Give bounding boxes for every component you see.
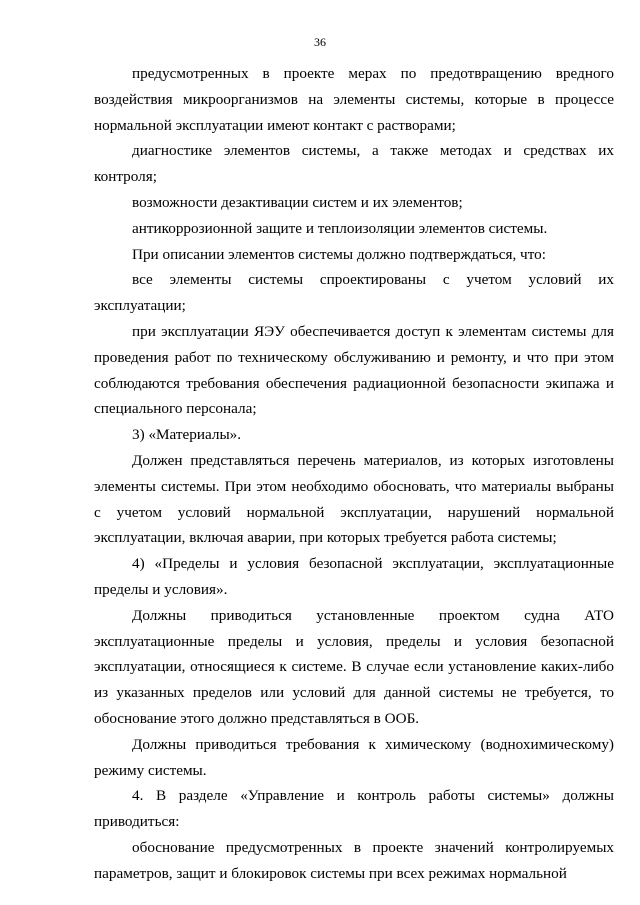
document-body bbox=[94, 61, 614, 887]
page-number: 36 bbox=[314, 35, 326, 49]
paragraph: 4. В разделе «Управление и контроль работы системы» должны приводиться: bbox=[94, 787, 614, 831]
paragraph: диагностике элементов системы, а также методах и средствах их контроля; bbox=[94, 142, 614, 186]
paragraph: все элементы системы спроектированы с учетом условий их эксплуатации; bbox=[94, 271, 614, 315]
paragraph: 4) «Пределы и условия безопасной эксплуатации, эксплуатационные пределы и условия». bbox=[94, 555, 614, 598]
paragraph: обоснование предусмотренных в проекте значений контролируемых параметров, защит и блокировок системы при всех режимах нормальной bbox=[94, 838, 614, 882]
paragraph: Должны приводиться установленные проектом судна АТО эксплуатационные пределы и условия, пределы и условия безопасной эксплуатации, относящиеся к системе. В случае если установление каких-либо из указанных пределов или условий для данной системы не требуется, то обоснование этого должно представляться в ООБ. bbox=[94, 606, 614, 727]
paragraph: антикоррозионной защите и теплоизоляции элементов системы. bbox=[132, 219, 548, 237]
paragraph: 3) «Материалы». bbox=[132, 426, 242, 444]
paragraph: Должны приводиться требования к химическому (воднохимическому) режиму системы. bbox=[94, 735, 614, 779]
paragraph: предусмотренных в проекте мерах по предотвращению вредного воздействия микроорганизмов на элементы системы, которые в процессе нормальной эксплуатации имеют контакт с растворами; bbox=[94, 65, 614, 134]
paragraph: При описании элементов системы должно подтверждаться, что: bbox=[132, 245, 546, 263]
paragraph: возможности дезактивации систем и их элементов; bbox=[132, 193, 463, 211]
paragraph: Должен представляться перечень материалов, из которых изготовлены элементы системы. При этом необходимо обосновать, что материалы выбраны с учетом условий нормальной эксплуатации, нарушений нормальной эксплуатации, включая аварии, при которых требуется работа системы; bbox=[94, 451, 614, 547]
paragraph: при эксплуатации ЯЭУ обеспечивается доступ к элементам системы для проведения работ по техническому обслуживанию и ремонту, и что при этом соблюдаются требования обеспечения радиационной безопасности экипажа и специального персонала; bbox=[94, 322, 614, 418]
